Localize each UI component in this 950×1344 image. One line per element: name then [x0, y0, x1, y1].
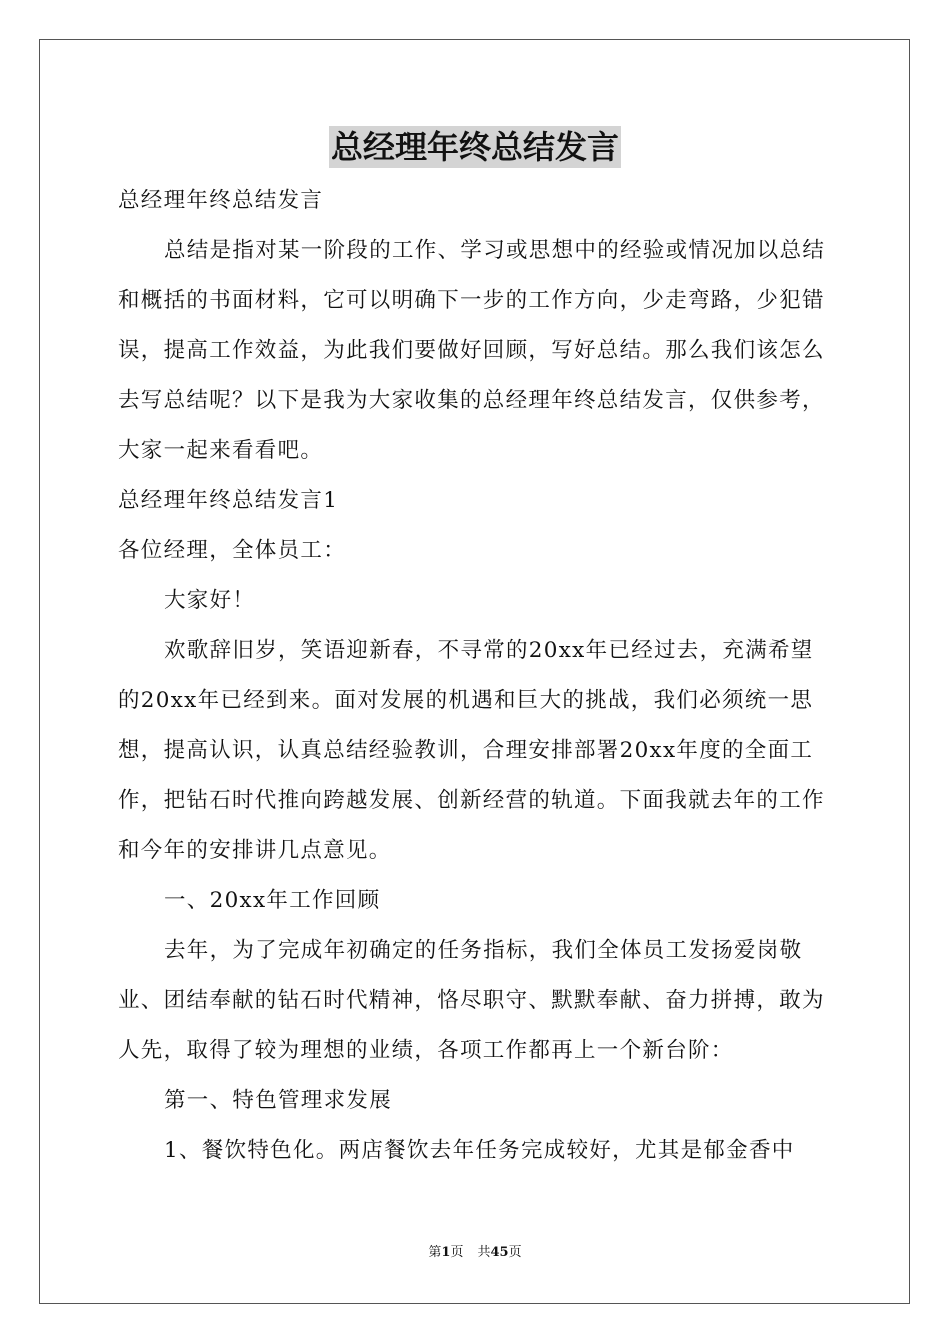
footer-page-prefix: 第	[428, 1245, 442, 1260]
paragraph-intro: 总结是指对某一阶段的工作、学习或思想中的经验或情况加以总结和概括的书面材料，它可以明确下一步的工作方向，少走弯路，少犯错误，提高工作效益，为此我们要做好回顾，写好总结。那么我们该怎么去写总结呢？以下是我为大家收集的总经理年终总结发言，仅供参考，大家一起来看看吧。	[118, 238, 826, 463]
paragraph-item-1: 1、餐饮特色化。两店餐饮去年任务完成较好，尤其是郁金香中	[164, 1138, 795, 1163]
paragraph-section-heading: 总经理年终总结发言1	[118, 488, 339, 513]
paragraph-review: 去年，为了完成年初确定的任务指标，我们全体员工发扬爱岗敬业、团结奉献的钻石时代精神，恪尽职守、默默奉献、奋力拼搏，敢为人先，取得了较为理想的业绩，各项工作都再上一个新台阶：	[118, 938, 825, 1063]
paragraph-opening: 欢歌辞旧岁，笑语迎新春，不寻常的20xx年已经过去，充满希望的20xx年已经到来。面对发展的机遇和巨大的挑战，我们必须统一思想，提高认识，认真总结经验教训，合理安排部署20xx年度的全面工作，把钻石时代推向跨越发展、创新经营的轨道。下面我就去年的工作和今年的安排讲几点意见。	[118, 638, 825, 863]
paragraph-salutation: 各位经理，全体员工：	[118, 538, 347, 563]
paragraph-heading-first: 第一、特色管理求发展	[164, 1088, 393, 1113]
title-container	[0, 126, 950, 168]
document-body	[118, 176, 834, 1176]
footer-total-suffix: 页	[508, 1245, 522, 1260]
footer-total-prefix: 共	[477, 1245, 491, 1260]
paragraph-greeting: 大家好！	[164, 588, 256, 613]
page-footer	[0, 1243, 950, 1263]
footer-total-pages: 45	[490, 1245, 509, 1260]
paragraph-subtitle: 总经理年终总结发言	[118, 188, 324, 213]
footer-page-suffix: 页	[450, 1245, 464, 1260]
paragraph-heading-review: 一、20xx年工作回顾	[164, 888, 381, 913]
footer-page-number: 1	[441, 1245, 451, 1260]
document-title: 总经理年终总结发言	[330, 128, 619, 166]
